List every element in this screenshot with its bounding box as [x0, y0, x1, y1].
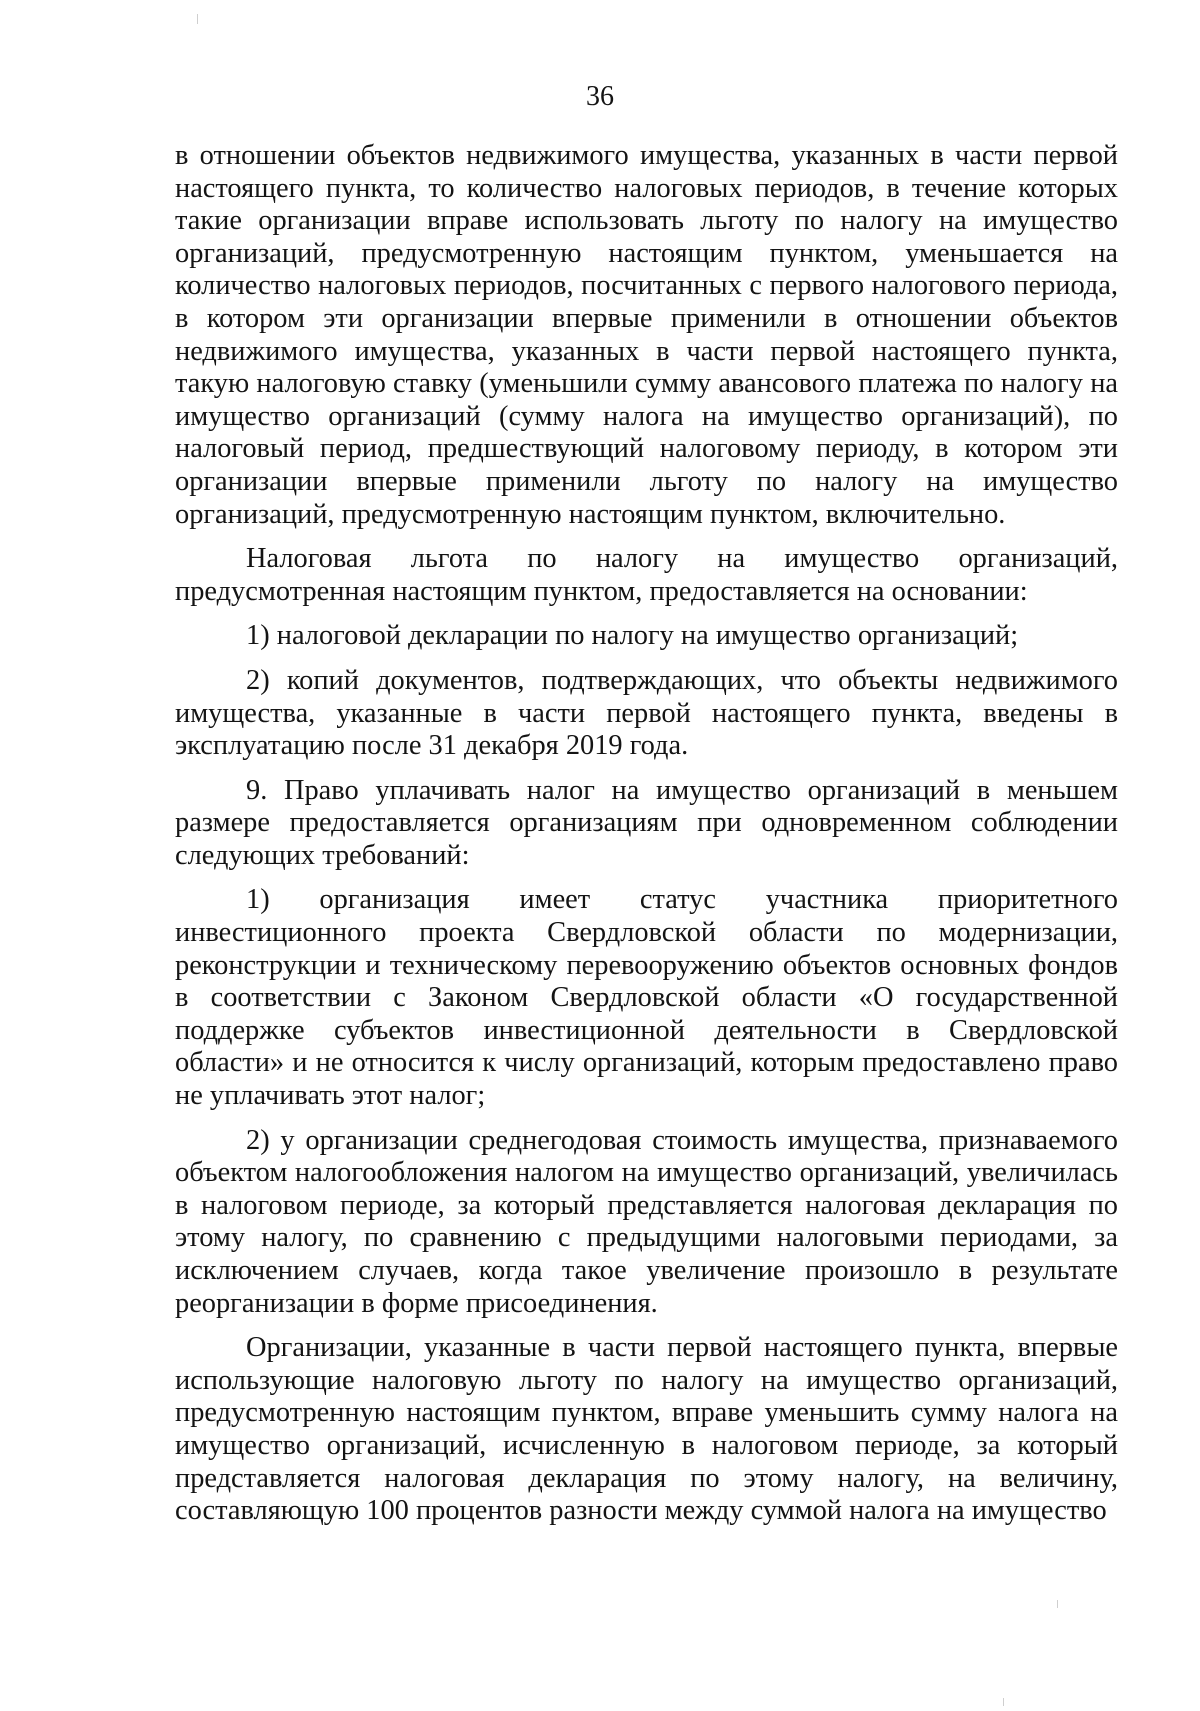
page-number: 36 — [586, 81, 614, 112]
list-item: 1) организация имеет статус участника приоритетного инвестиционного проекта Свердловской области по модернизации, реконструкции и техническому перевооружению объектов основных фондов в соответствии с Законом Свердловской области «О государственной поддержке субъектов инвестиционной деятельности в Свердловской области» и не относится к числу организаций, которым предоставлено право не уплачивать этот налог; — [175, 884, 1118, 1112]
section-paragraph: 9. Право уплачивать налог на имущество организаций в меньшем размере предоставляется организациям при одновременном соблюдении следующих требований: — [175, 774, 1118, 871]
list-item: 1) налоговой декларации по налогу на имущество организаций; — [246, 620, 1019, 652]
paragraph: Организации, указанные в части первой настоящего пункта, впервые использующие налоговую льготу по налогу на имущество организаций, предусмотренную настоящим пунктом, вправе уменьшить сумму налога на имущество организаций, исчисленную в налоговом периоде, за который представляется налоговая декларация по этому налогу, на величину, составляющую 100 процентов разности между суммой налога на имущество — [175, 1332, 1118, 1527]
scan-mark — [1057, 1600, 1058, 1608]
paragraph: Налоговая льгота по налогу на имущество организаций, предусмотренная настоящим пунктом, предоставляется на основании: — [175, 543, 1118, 607]
list-item: 2) у организации среднегодовая стоимость имущества, признаваемого объектом налогообложения налогом на имущество организаций, увеличилась в налоговом периоде, за который представляется налоговая декларация по этому налогу, по сравнению с предыдущими налоговыми периодами, за исключением случаев, когда такое увеличение произошло в результате реорганизации в форме присоединения. — [175, 1124, 1118, 1319]
scan-mark — [197, 14, 198, 24]
list-item: 2) копий документов, подтверждающих, что объекты недвижимого имущества, указанные в части первой настоящего пункта, введены в эксплуатацию после 31 декабря 2019 года. — [175, 664, 1118, 762]
document-body — [175, 140, 1118, 1540]
scan-mark — [1003, 1698, 1004, 1706]
paragraph: в отношении объектов недвижимого имущества, указанных в части первой настоящего пункта, то количество налоговых периодов, в течение которых такие организации вправе использовать льготу по налогу на имущество организаций, предусмотренную настоящим пунктом, уменьшается на количество налоговых периодов, посчитанных с первого налогового периода, в котором эти организации впервые применили в отношении объектов недвижимого имущества, указанных в части первой настоящего пункта, такую налоговую ставку (уменьшили сумму авансового платежа по налогу на имущество организаций (сумму налога на имущество организаций), по налоговый период, предшествующий налоговому периоду, в котором эти организации впервые применили льготу по налогу на имущество организаций, предусмотренную настоящим пунктом, включительно. — [175, 140, 1118, 530]
